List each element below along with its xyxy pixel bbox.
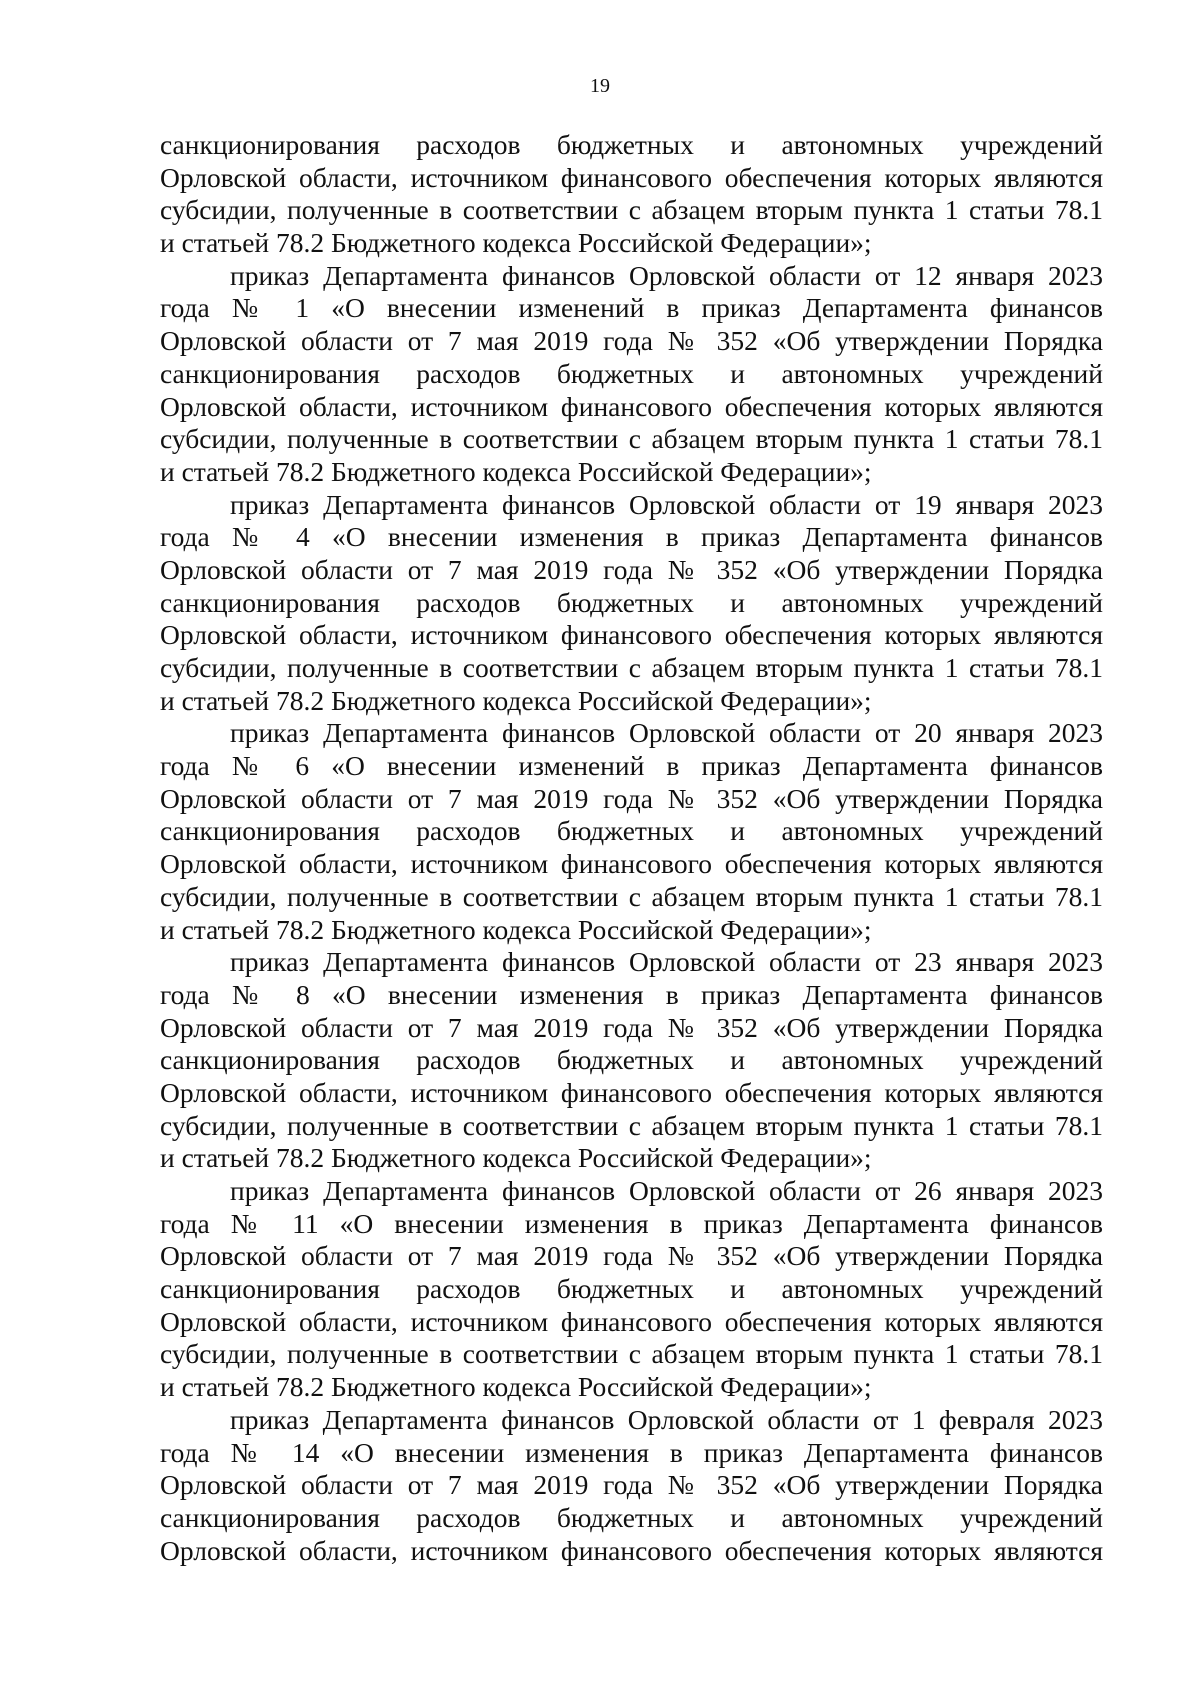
text-line: Орловской области от 7 мая 2019 года № 352 «Об утверждении Порядка — [160, 325, 1103, 357]
paragraph-first-line: приказ Департамента финансов Орловской области от 20 января 2023 — [230, 717, 1103, 749]
text-line: Орловской области от 7 мая 2019 года № 352 «Об утверждении Порядка — [160, 1469, 1103, 1501]
text-line: Орловской области, источником финансового обеспечения которых являются — [160, 1534, 1103, 1566]
text-line: Орловской области, источником финансового обеспечения которых являются — [160, 848, 1103, 880]
text-line: и статьей 78.2 Бюджетного кодекса Российской Федерации»; — [160, 913, 872, 945]
document-body — [160, 129, 1103, 1567]
text-line: и статьей 78.2 Бюджетного кодекса Российской Федерации»; — [160, 455, 872, 487]
text-line: Орловской области от 7 мая 2019 года № 352 «Об утверждении Порядка — [160, 1240, 1103, 1272]
text-line: санкционирования расходов бюджетных и автономных учреждений — [160, 586, 1103, 618]
text-line: и статьей 78.2 Бюджетного кодекса Российской Федерации»; — [160, 1371, 872, 1403]
paragraph-first-line: приказ Департамента финансов Орловской области от 26 января 2023 — [230, 1175, 1103, 1206]
paragraph-first-line: приказ Департамента финансов Орловской области от 19 января 2023 — [230, 488, 1103, 520]
text-line: года № 8 «О внесении изменения в приказ Департамента финансов — [160, 978, 1103, 1010]
text-line: санкционирования расходов бюджетных и автономных учреждений — [160, 129, 1103, 160]
text-line: санкционирования расходов бюджетных и автономных учреждений — [160, 1501, 1103, 1533]
text-line: санкционирования расходов бюджетных и автономных учреждений — [160, 357, 1103, 389]
text-line: года № 14 «О внесении изменения в приказ Департамента финансов — [160, 1436, 1103, 1468]
text-line: и статьей 78.2 Бюджетного кодекса Российской Федерации»; — [160, 227, 872, 259]
text-line: субсидии, полученные в соответствии с абзацем вторым пункта 1 статьи 78.1 — [160, 423, 1103, 455]
text-line: субсидии, полученные в соответствии с абзацем вторым пункта 1 статьи 78.1 — [160, 652, 1103, 683]
text-line: года № 6 «О внесении изменений в приказ Департамента финансов — [160, 750, 1103, 782]
page-number: 19 — [590, 75, 610, 97]
text-line: санкционирования расходов бюджетных и автономных учреждений — [160, 815, 1103, 847]
text-line: Орловской области, источником финансового обеспечения которых являются — [160, 390, 1103, 422]
text-line: санкционирования расходов бюджетных и автономных учреждений — [160, 1273, 1103, 1305]
text-line: года № 4 «О внесении изменения в приказ Департамента финансов — [160, 521, 1103, 553]
text-line: субсидии, полученные в соответствии с абзацем вторым пункта 1 статьи 78.1 — [160, 880, 1103, 912]
text-line: и статьей 78.2 Бюджетного кодекса Российской Федерации»; — [160, 1142, 872, 1174]
text-line: Орловской области от 7 мая 2019 года № 352 «Об утверждении Порядка — [160, 1011, 1103, 1043]
text-line: Орловской области, источником финансового обеспечения которых являются — [160, 1076, 1103, 1108]
paragraph-first-line: приказ Департамента финансов Орловской области от 23 января 2023 — [230, 946, 1103, 978]
text-line: года № 1 «О внесении изменений в приказ Департамента финансов — [160, 292, 1103, 324]
text-line: и статьей 78.2 Бюджетного кодекса Российской Федерации»; — [160, 684, 872, 716]
text-line: субсидии, полученные в соответствии с абзацем вторым пункта 1 статьи 78.1 — [160, 1338, 1103, 1370]
text-line: субсидии, полученные в соответствии с абзацем вторым пункта 1 статьи 78.1 — [160, 194, 1103, 226]
text-line: Орловской области от 7 мая 2019 года № 352 «Об утверждении Порядка — [160, 782, 1103, 814]
text-line: года № 11 «О внесении изменения в приказ Департамента финансов — [160, 1207, 1103, 1239]
paragraph-first-line: приказ Департамента финансов Орловской области от 12 января 2023 — [230, 259, 1103, 291]
text-line: Орловской области от 7 мая 2019 года № 352 «Об утверждении Порядка — [160, 553, 1103, 585]
text-line: Орловской области, источником финансового обеспечения которых являются — [160, 161, 1103, 193]
paragraph-first-line: приказ Департамента финансов Орловской области от 1 февраля 2023 — [230, 1403, 1103, 1435]
text-line: Орловской области, источником финансового обеспечения которых являются — [160, 1305, 1103, 1337]
text-line: Орловской области, источником финансового обеспечения которых являются — [160, 619, 1103, 651]
text-line: субсидии, полученные в соответствии с абзацем вторым пункта 1 статьи 78.1 — [160, 1109, 1103, 1141]
text-line: санкционирования расходов бюджетных и автономных учреждений — [160, 1044, 1103, 1076]
